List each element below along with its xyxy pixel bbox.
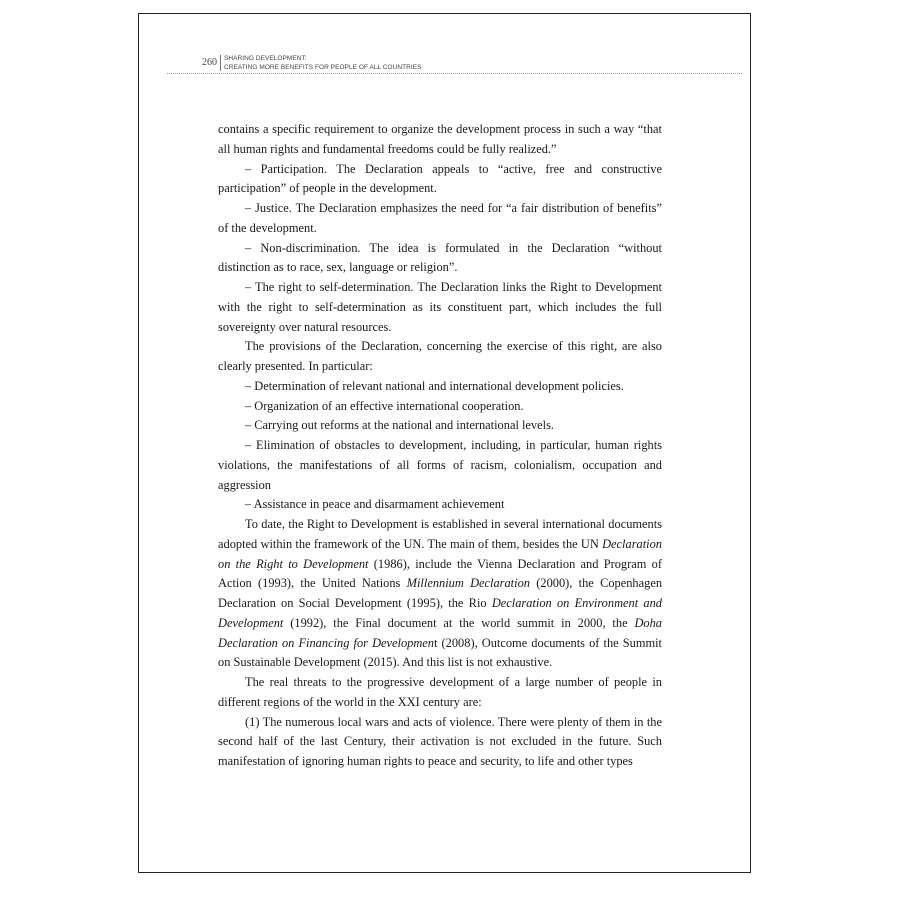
italic-title: Doha Declaration on Financing for Developmen bbox=[218, 615, 662, 650]
header-dotted-rule bbox=[167, 73, 742, 74]
header-title bbox=[224, 54, 422, 72]
italic-title: Millennium Declaration bbox=[406, 576, 530, 591]
italic-title: Declaration on the Right to Development bbox=[218, 536, 662, 571]
italic-title: Declaration on Environment and Development bbox=[218, 596, 662, 630]
paragraph: – Participation. The Declaration appeals to “active, free and constructive participation” of people in the development. bbox=[218, 161, 662, 196]
paragraph: – Non-discrimination. The idea is formulated in the Declaration “without distinction as to race, sex, language or religion”. bbox=[218, 240, 662, 275]
running-header bbox=[139, 52, 750, 74]
paragraph: The real threats to the progressive development of a large number of people in different regions of the world in the XXI century are: bbox=[218, 675, 662, 709]
list-item: – Elimination of obstacles to development, including, in particular, human rights violations, the manifestations of all forms of racism, colonialism, occupation and aggression bbox=[218, 438, 662, 492]
text-run: (2000), the Copenhagen Declaration on Social Development (1995), the Rio bbox=[218, 576, 663, 610]
book-page bbox=[138, 13, 751, 873]
paragraph-documents bbox=[218, 515, 662, 673]
text-run: To date, the Right to Development is established in several international documents adopted within the framework of the UN. The main of them, besides the UN bbox=[218, 517, 662, 551]
text-run: t (2008), Outcome documents of the Summit on Sustainable Development (2015). And this list is not exhaustive. bbox=[218, 635, 662, 670]
paragraph: contains a specific requirement to organize the development process in such a way “that all human rights and fundamental freedoms could be fully realized.” bbox=[218, 122, 662, 156]
paragraph: – Justice. The Declaration emphasizes the need for “a fair distribution of benefits” of the development. bbox=[218, 201, 662, 235]
header-title-line1: SHARING DEVELOPMENT: bbox=[224, 55, 307, 62]
list-item: – Carrying out reforms at the national and international levels. bbox=[245, 418, 554, 433]
paragraph: (1) The numerous local wars and acts of violence. There were plenty of them in the second half of the last Century, their activation is not excluded in the future. Such manifestation of ignoring human rights to peace and security, to life and other types bbox=[218, 714, 662, 768]
list-item: – Organization of an effective international cooperation. bbox=[245, 398, 524, 413]
list-item: – Assistance in peace and disarmament achievement bbox=[245, 497, 505, 512]
body-text bbox=[218, 120, 662, 772]
list-item: – Determination of relevant national and international development policies. bbox=[245, 378, 624, 393]
text-run: (1992), the Final document at the world summit in 2000, the bbox=[283, 615, 635, 630]
text-run: (1986), include the Vienna Declaration and Program of Action (1993), the United Nations bbox=[218, 556, 662, 591]
paragraph: – The right to self-determination. The Declaration links the Right to Development with the right to self-determination as its constituent part, which includes the full sovereignty over natural resources. bbox=[218, 280, 662, 334]
page-number: 260 bbox=[202, 57, 217, 68]
paragraph: The provisions of the Declaration, concerning the exercise of this right, are also clearly presented. In particular: bbox=[218, 339, 662, 373]
header-divider bbox=[220, 55, 221, 71]
header-title-line2: CREATING MORE BENEFITS FOR PEOPLE OF ALL COUNTRIES bbox=[224, 64, 422, 71]
